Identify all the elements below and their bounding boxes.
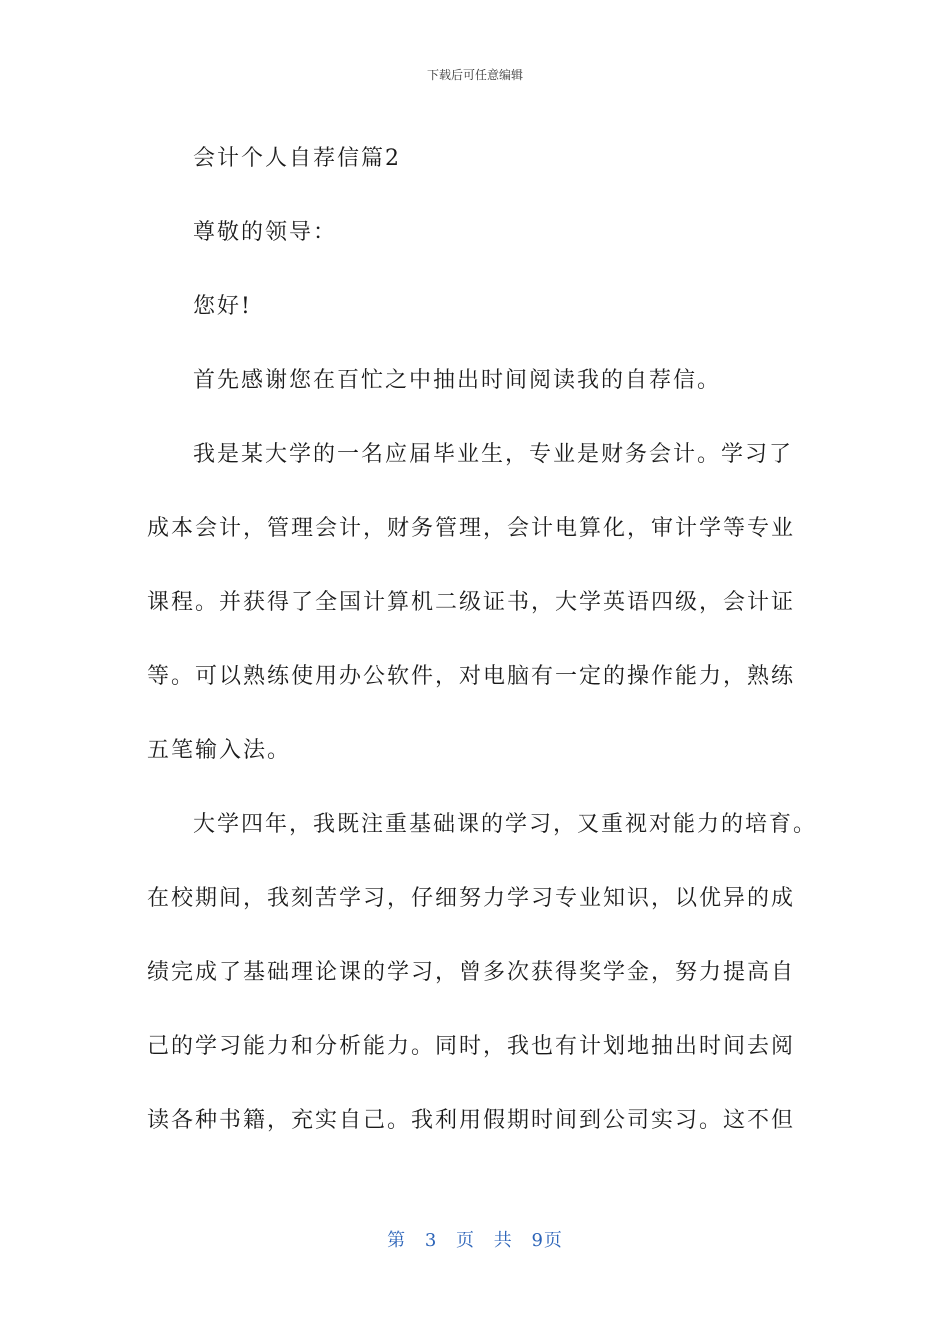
paragraph-line: 五笔输入法。	[147, 738, 292, 763]
document-title: 会计个人自荐信篇2	[193, 146, 401, 171]
footer-current-page: 3	[424, 1230, 438, 1251]
paragraph-line: 成本会计，管理会计，财务管理，会计电算化，审计学等专业	[147, 516, 796, 541]
paragraph-line: 大学四年，我既注重基础课的学习，又重视对能力的培育。	[193, 812, 818, 837]
paragraph-line: 我是某大学的一名应届毕业生，专业是财务会计。学习了	[193, 442, 794, 467]
footer-prefix: 第	[387, 1230, 407, 1251]
paragraph-line: 在校期间，我刻苦学习，仔细努力学习专业知识，以优异的成	[147, 886, 796, 911]
salutation: 尊敬的领导：	[193, 220, 338, 245]
paragraph-line: 等。可以熟练使用办公软件，对电脑有一定的操作能力，熟练	[147, 664, 796, 689]
paragraph-line: 绩完成了基础理论课的学习，曾多次获得奖学金，努力提高自	[147, 960, 796, 985]
header-note: 下载后可任意编辑	[426, 68, 523, 82]
document-body	[147, 122, 818, 1158]
greeting: 您好!	[193, 294, 252, 319]
paragraph-line: 己的学习能力和分析能力。同时，我也有计划地抽出时间去阅	[147, 1034, 796, 1059]
page-footer	[0, 1226, 950, 1252]
footer-total-pages: 9页	[531, 1230, 563, 1251]
paragraph-line: 读各种书籍，充实自己。我利用假期时间到公司实习。这不但	[147, 1108, 796, 1133]
footer-total-word: 共	[493, 1230, 513, 1251]
paragraph-line: 课程。并获得了全国计算机二级证书，大学英语四级，会计证	[147, 590, 796, 615]
paragraph-line: 首先感谢您在百忙之中抽出时间阅读我的自荐信。	[193, 368, 722, 393]
footer-page-word: 页	[456, 1230, 475, 1251]
